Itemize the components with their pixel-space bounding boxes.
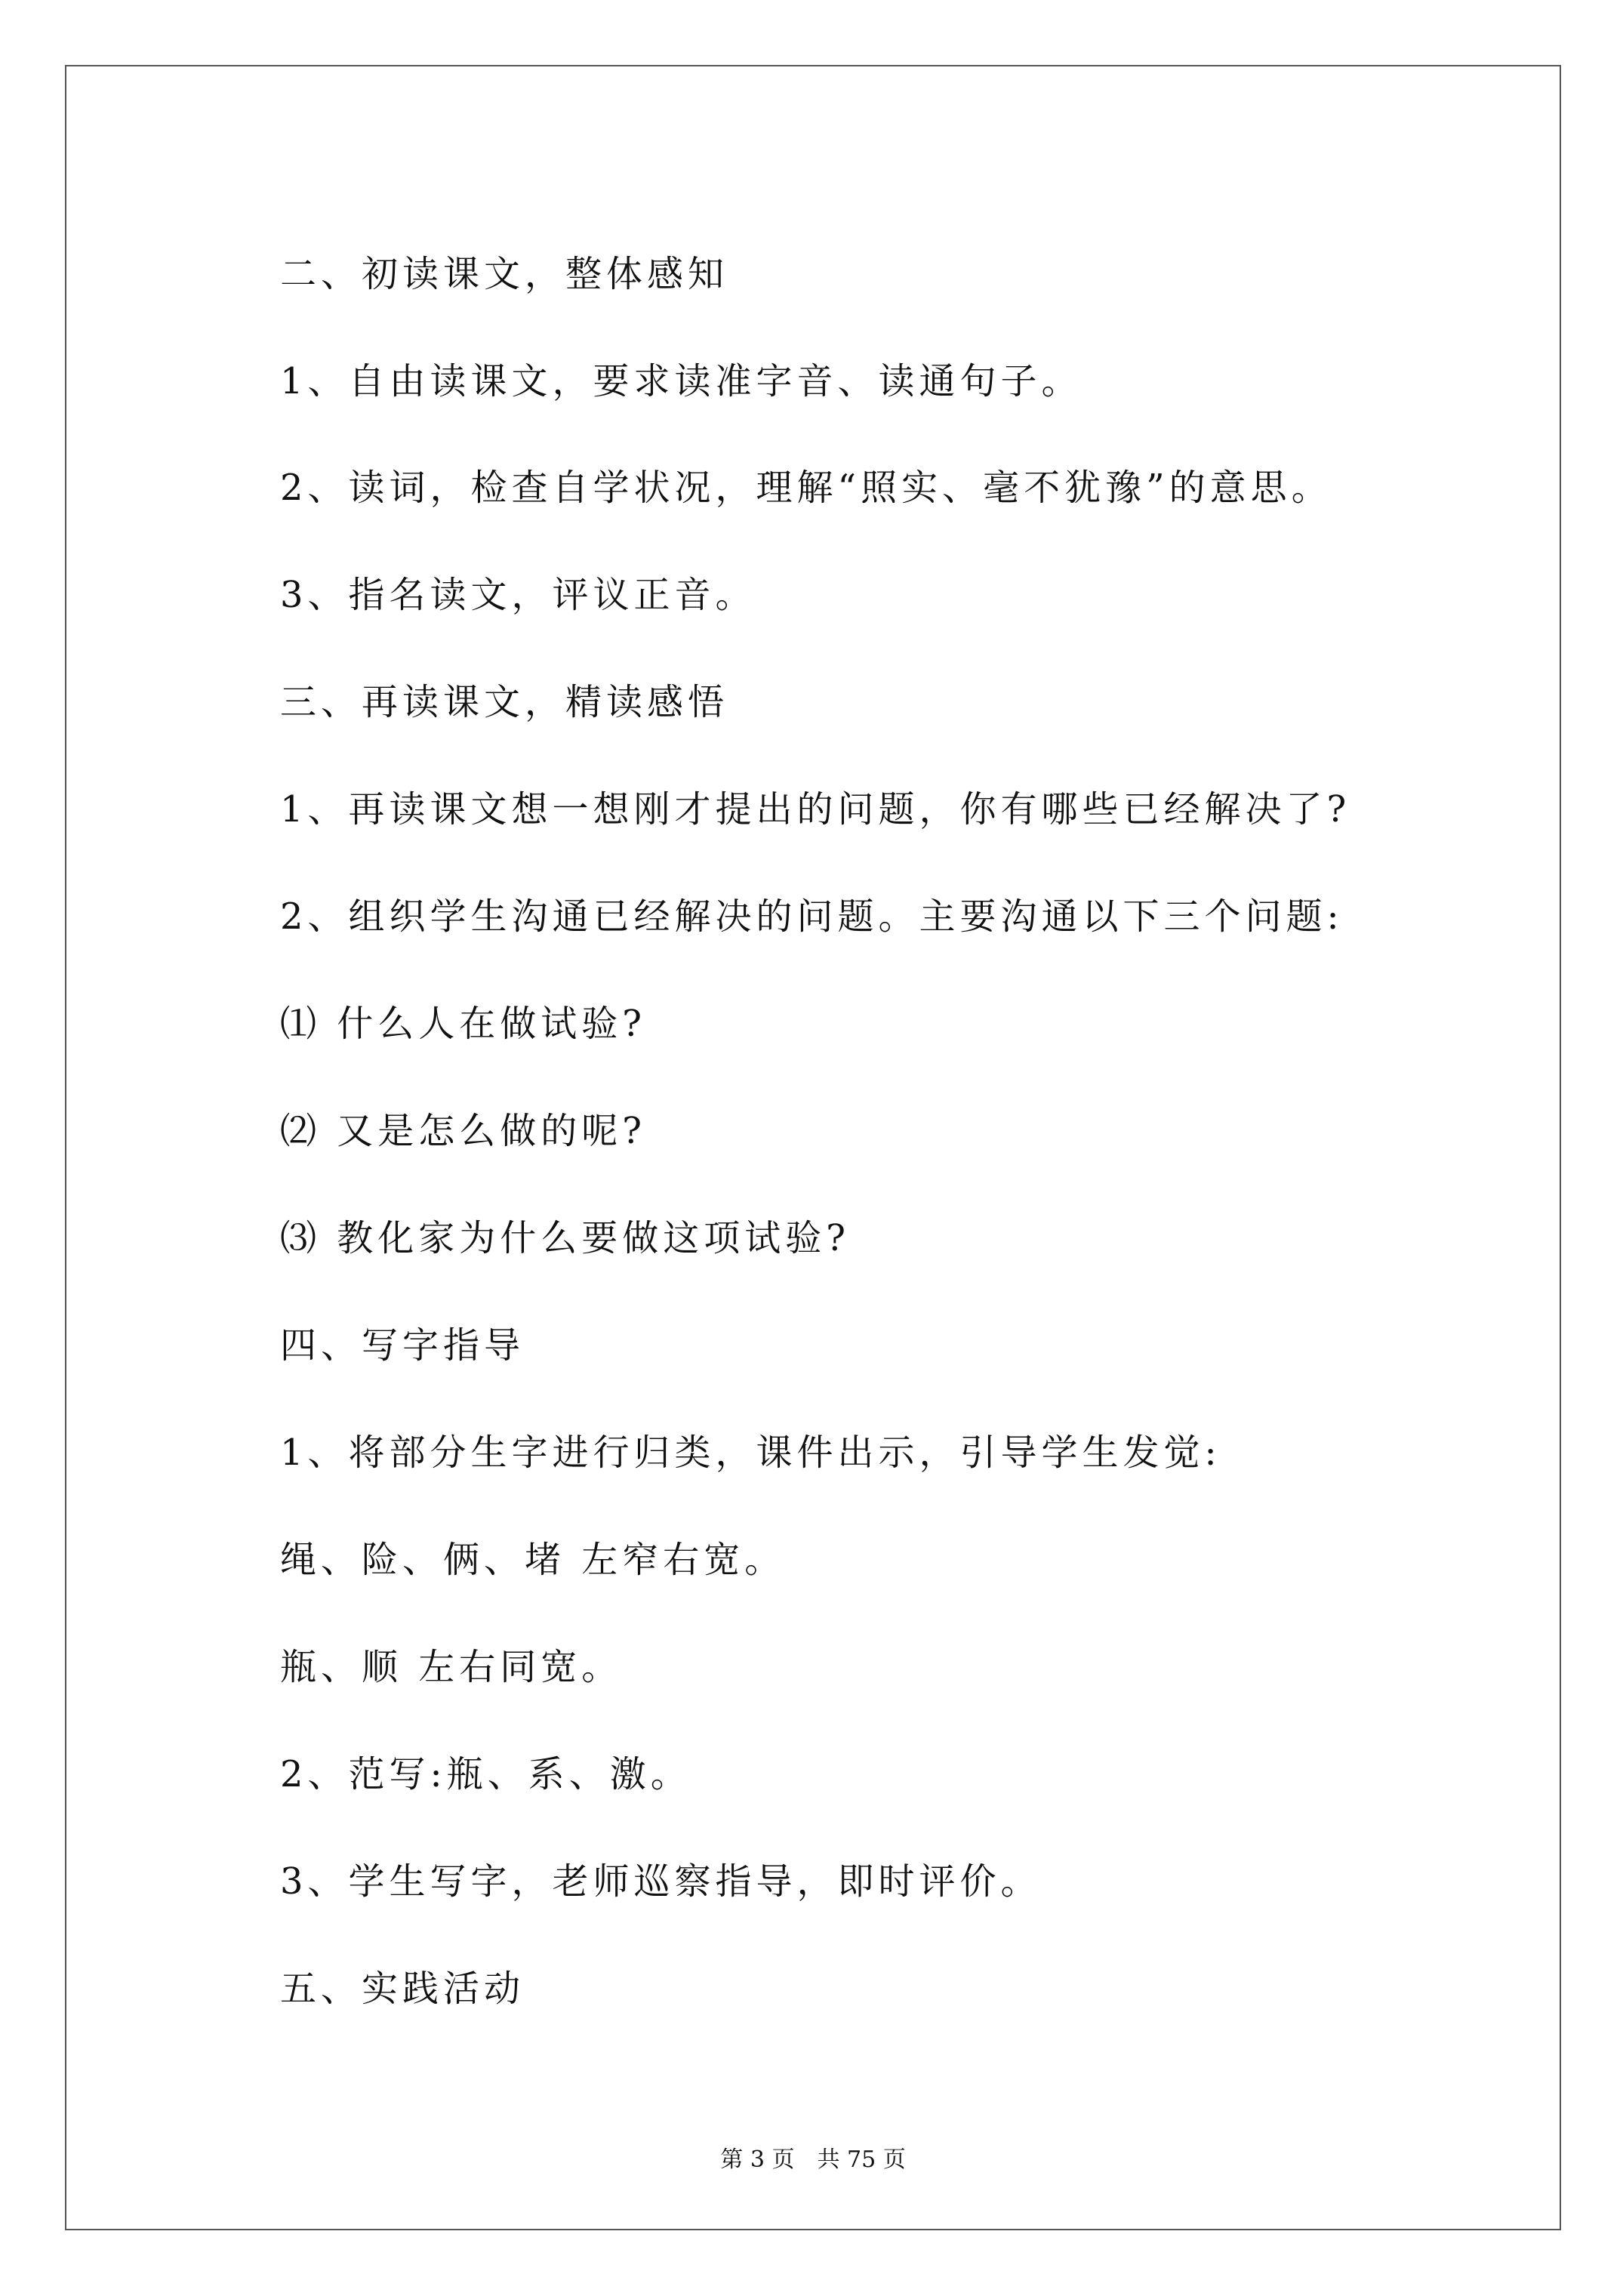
- page-number-total: 共 75 页: [817, 2147, 906, 2173]
- document-body: [66, 66, 1560, 2229]
- page-frame: [65, 65, 1561, 2230]
- paragraph-line: 绳、险、俩、堵 左窄右宽。: [280, 1539, 786, 1581]
- question-line: ⑴ 什么人在做试验?: [280, 1003, 646, 1045]
- paragraph-line: 2、组织学生沟通已经解决的问题。主要沟通以下三个问题:: [280, 895, 1344, 938]
- paragraph-line: 1、再读课文想一想刚才提出的问题，你有哪些已经解决了?: [280, 788, 1351, 831]
- heading-section-3: 三、再读课文，精读感悟: [280, 681, 729, 723]
- heading-section-4: 四、写字指导: [280, 1324, 525, 1367]
- paragraph-line: 瓶、顺 左右同宽。: [280, 1646, 623, 1688]
- page-footer: [66, 2147, 1560, 2174]
- page-number-current: 第 3 页: [720, 2147, 795, 2173]
- paragraph-line: 1、自由读课文，要求读准字音、读通句子。: [280, 360, 1083, 402]
- question-line: ⑵ 又是怎么做的呢?: [280, 1110, 646, 1152]
- question-line: ⑶ 教化家为什么要做这项试验?: [280, 1217, 850, 1259]
- heading-section-5: 五、实践活动: [280, 1968, 525, 2010]
- paragraph-line: 2、读词，检查自学状况，理解“照实、毫不犹豫”的意思。: [280, 467, 1332, 509]
- heading-section-2: 二、初读课文，整体感知: [280, 253, 729, 295]
- paragraph-line: 2、范写:瓶、系、激。: [280, 1753, 691, 1795]
- paragraph-line: 1、将部分生字进行归类，课件出示，引导学生发觉:: [280, 1432, 1221, 1474]
- paragraph-line: 3、指名读文，评议正音。: [280, 574, 756, 616]
- paragraph-line: 3、学生写字，老师巡察指导，即时评价。: [280, 1860, 1042, 1903]
